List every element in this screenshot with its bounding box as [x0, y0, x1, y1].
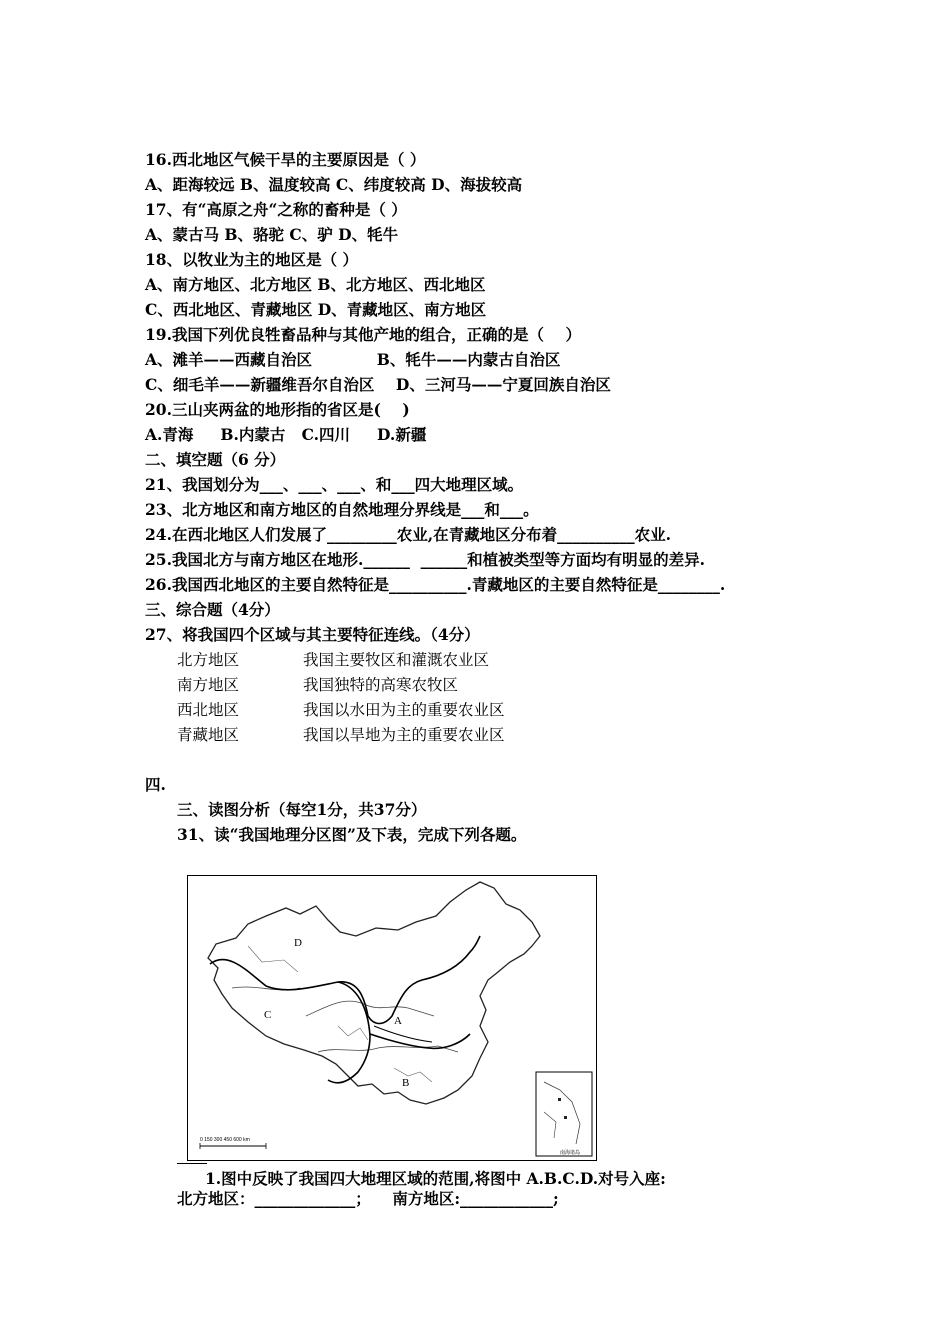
boundary-tibet [328, 982, 370, 1083]
section4-title: 四. [145, 775, 166, 794]
section2-title: 二、填空题（6 分） [145, 450, 286, 469]
region-south: 南方地区 [177, 676, 240, 694]
map-label-d: D [294, 937, 302, 949]
q31-sub1-answer: 北方地区：_____________； 南方地区:____________; [177, 1189, 559, 1208]
south-sea-inset [536, 1072, 592, 1156]
q19-options-1: A、滩羊——西藏自治区 B、牦牛——内蒙古自治区 [145, 350, 561, 369]
feature-4: 我国以旱地为主的重要农业区 [303, 726, 505, 744]
q17-stem: 17、有“高原之舟“之称的畜种是（ ） [145, 200, 407, 219]
map-label-c: C [264, 1009, 272, 1021]
region-north: 北方地区 [177, 651, 240, 669]
q25: 25.我国北方与南方地区在地形.______ ______和植被类型等方面均有明显的差异. [145, 550, 706, 569]
map-label-a: A [394, 1015, 402, 1027]
boundary-qinling [370, 1034, 470, 1048]
q20-stem: 20.三山夹两盆的地形指的省区是( ) [145, 400, 410, 419]
region-qinghai-tibet: 青藏地区 [177, 726, 240, 744]
inset-label: 南海诸岛 [560, 1150, 581, 1156]
q31: 31、读“我国地理分区图”及下表，完成下列各题。 [177, 825, 527, 844]
q19-stem: 19.我国下列优良牲畜品种与其他产地的组合，正确的是（ ） [145, 325, 582, 344]
q27: 27、将我国四个区域与其主要特征连线。（4分） [145, 625, 480, 644]
china-outline [208, 882, 540, 1104]
q26: 26.我国西北地区的主要自然特征是__________.青藏地区的主要自然特征是________. [145, 575, 726, 594]
q23: 23、北方地区和南方地区的自然地理分界线是___和___。 [145, 500, 539, 519]
region-northwest: 西北地区 [177, 701, 240, 719]
q24: 24.在西北地区人们发展了_________农业,在青藏地区分布着__________农业. [145, 525, 672, 544]
divider-line [177, 1163, 207, 1164]
q21: 21、我国划分为___、___、___、和___四大地理区域。 [145, 475, 524, 494]
q18-stem: 18、以牧业为主的地区是（ ） [145, 250, 358, 269]
feature-1: 我国主要牧区和灌溉农业区 [303, 651, 490, 669]
scale-label: 0 150 300 450 600 km [200, 1137, 250, 1143]
section4-subtitle: 三、读图分析（每空1分，共37分） [177, 800, 427, 819]
q19-options-2: C、细毛羊——新疆维吾尔自治区 D、三河马——宁夏回族自治区 [145, 375, 611, 394]
q18-options-1: A、南方地区、北方地区 B、北方地区、西北地区 [145, 275, 486, 294]
q18-options-2: C、西北地区、青藏地区 D、青藏地区、南方地区 [145, 300, 487, 319]
q16-stem: 16.西北地区气候干旱的主要原因是（ ） [145, 150, 426, 169]
feature-2: 我国独特的高寒农牧区 [303, 676, 459, 694]
q20-options: A.青海 B.内蒙古 C.四川 D.新疆 [145, 425, 427, 444]
feature-3: 我国以水田为主的重要农业区 [303, 701, 505, 719]
q16-options: A、距海较远 B、温度较高 C、纬度较高 D、海拔较高 [145, 175, 523, 194]
china-region-map [187, 875, 597, 1161]
map-label-b: B [402, 1077, 410, 1089]
q17-options: A、蒙古马 B、骆驼 C、驴 D、牦牛 [145, 225, 399, 244]
section3-title: 三、综合题（4分） [145, 600, 280, 619]
q31-sub1: 1.图中反映了我国四大地理区域的范围,将图中 A.B.C.D.对号入座: [205, 1169, 666, 1188]
